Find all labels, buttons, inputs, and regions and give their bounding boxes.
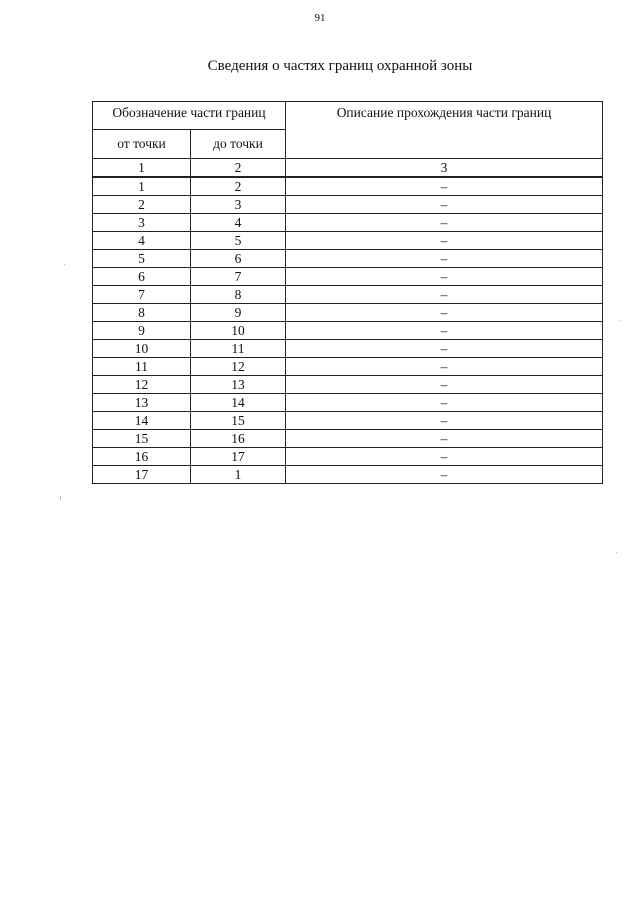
scan-speck [620,320,621,321]
to-point-cell: 13 [191,376,286,394]
from-point-cell: 3 [93,214,191,232]
description-cell: – [286,466,603,484]
table-row [93,177,603,196]
table-row [93,304,603,322]
from-point-cell: 5 [93,250,191,268]
description-cell: – [286,448,603,466]
description-cell: – [286,430,603,448]
from-point-cell: 7 [93,286,191,304]
boundary-description-header: Описание прохождения части границ [286,102,603,159]
to-point-cell: 16 [191,430,286,448]
from-point-cell: 14 [93,412,191,430]
table-row [93,448,603,466]
description-cell: – [286,286,603,304]
description-cell: – [286,250,603,268]
to-point-cell: 9 [191,304,286,322]
to-point-cell: 12 [191,358,286,376]
boundary-designation-header: Обозначение части границ [93,102,286,130]
description-cell: – [286,214,603,232]
table-row [93,196,603,214]
table-row [93,232,603,250]
scan-speck [616,552,617,553]
boundary-parts-table [92,101,603,484]
to-point-cell: 5 [191,232,286,250]
description-cell: – [286,376,603,394]
table-row [93,466,603,484]
from-point-cell: 12 [93,376,191,394]
document-title: Сведения о частях границ охранной зоны [207,58,473,74]
to-point-cell: 4 [191,214,286,232]
column-number: 1 [93,159,191,178]
description-cell: – [286,412,603,430]
column-number: 2 [191,159,286,178]
scan-speck [64,264,65,265]
from-point-cell: 6 [93,268,191,286]
from-point-cell: 13 [93,394,191,412]
table-row [93,322,603,340]
to-point-cell: 3 [191,196,286,214]
table-row [93,430,603,448]
to-point-header: до точки [191,130,286,159]
table-row [93,412,603,430]
description-cell: – [286,177,603,196]
column-numbers-row [93,159,603,178]
to-point-cell: 6 [191,250,286,268]
description-cell: – [286,322,603,340]
to-point-cell: 8 [191,286,286,304]
table-row [93,286,603,304]
from-point-cell: 15 [93,430,191,448]
from-point-cell: 2 [93,196,191,214]
table-body [93,159,603,484]
description-cell: – [286,358,603,376]
table-row [93,214,603,232]
table-row [93,376,603,394]
page-number: 91 [314,12,326,24]
description-cell: – [286,232,603,250]
to-point-cell: 1 [191,466,286,484]
description-cell: – [286,304,603,322]
from-point-cell: 9 [93,322,191,340]
boundary-table-container [92,101,602,484]
table-row [93,340,603,358]
to-point-cell: 14 [191,394,286,412]
from-point-cell: 16 [93,448,191,466]
to-point-cell: 2 [191,177,286,196]
from-point-header: от точки [93,130,191,159]
description-cell: – [286,394,603,412]
to-point-cell: 17 [191,448,286,466]
to-point-cell: 15 [191,412,286,430]
description-cell: – [286,196,603,214]
from-point-cell: 10 [93,340,191,358]
from-point-cell: 17 [93,466,191,484]
from-point-cell: 8 [93,304,191,322]
column-number: 3 [286,159,603,178]
to-point-cell: 11 [191,340,286,358]
table-row [93,358,603,376]
scan-speck [60,496,61,500]
from-point-cell: 4 [93,232,191,250]
from-point-cell: 11 [93,358,191,376]
table-row [93,394,603,412]
table-row [93,250,603,268]
to-point-cell: 10 [191,322,286,340]
from-point-cell: 1 [93,177,191,196]
table-row [93,268,603,286]
to-point-cell: 7 [191,268,286,286]
description-cell: – [286,340,603,358]
description-cell: – [286,268,603,286]
